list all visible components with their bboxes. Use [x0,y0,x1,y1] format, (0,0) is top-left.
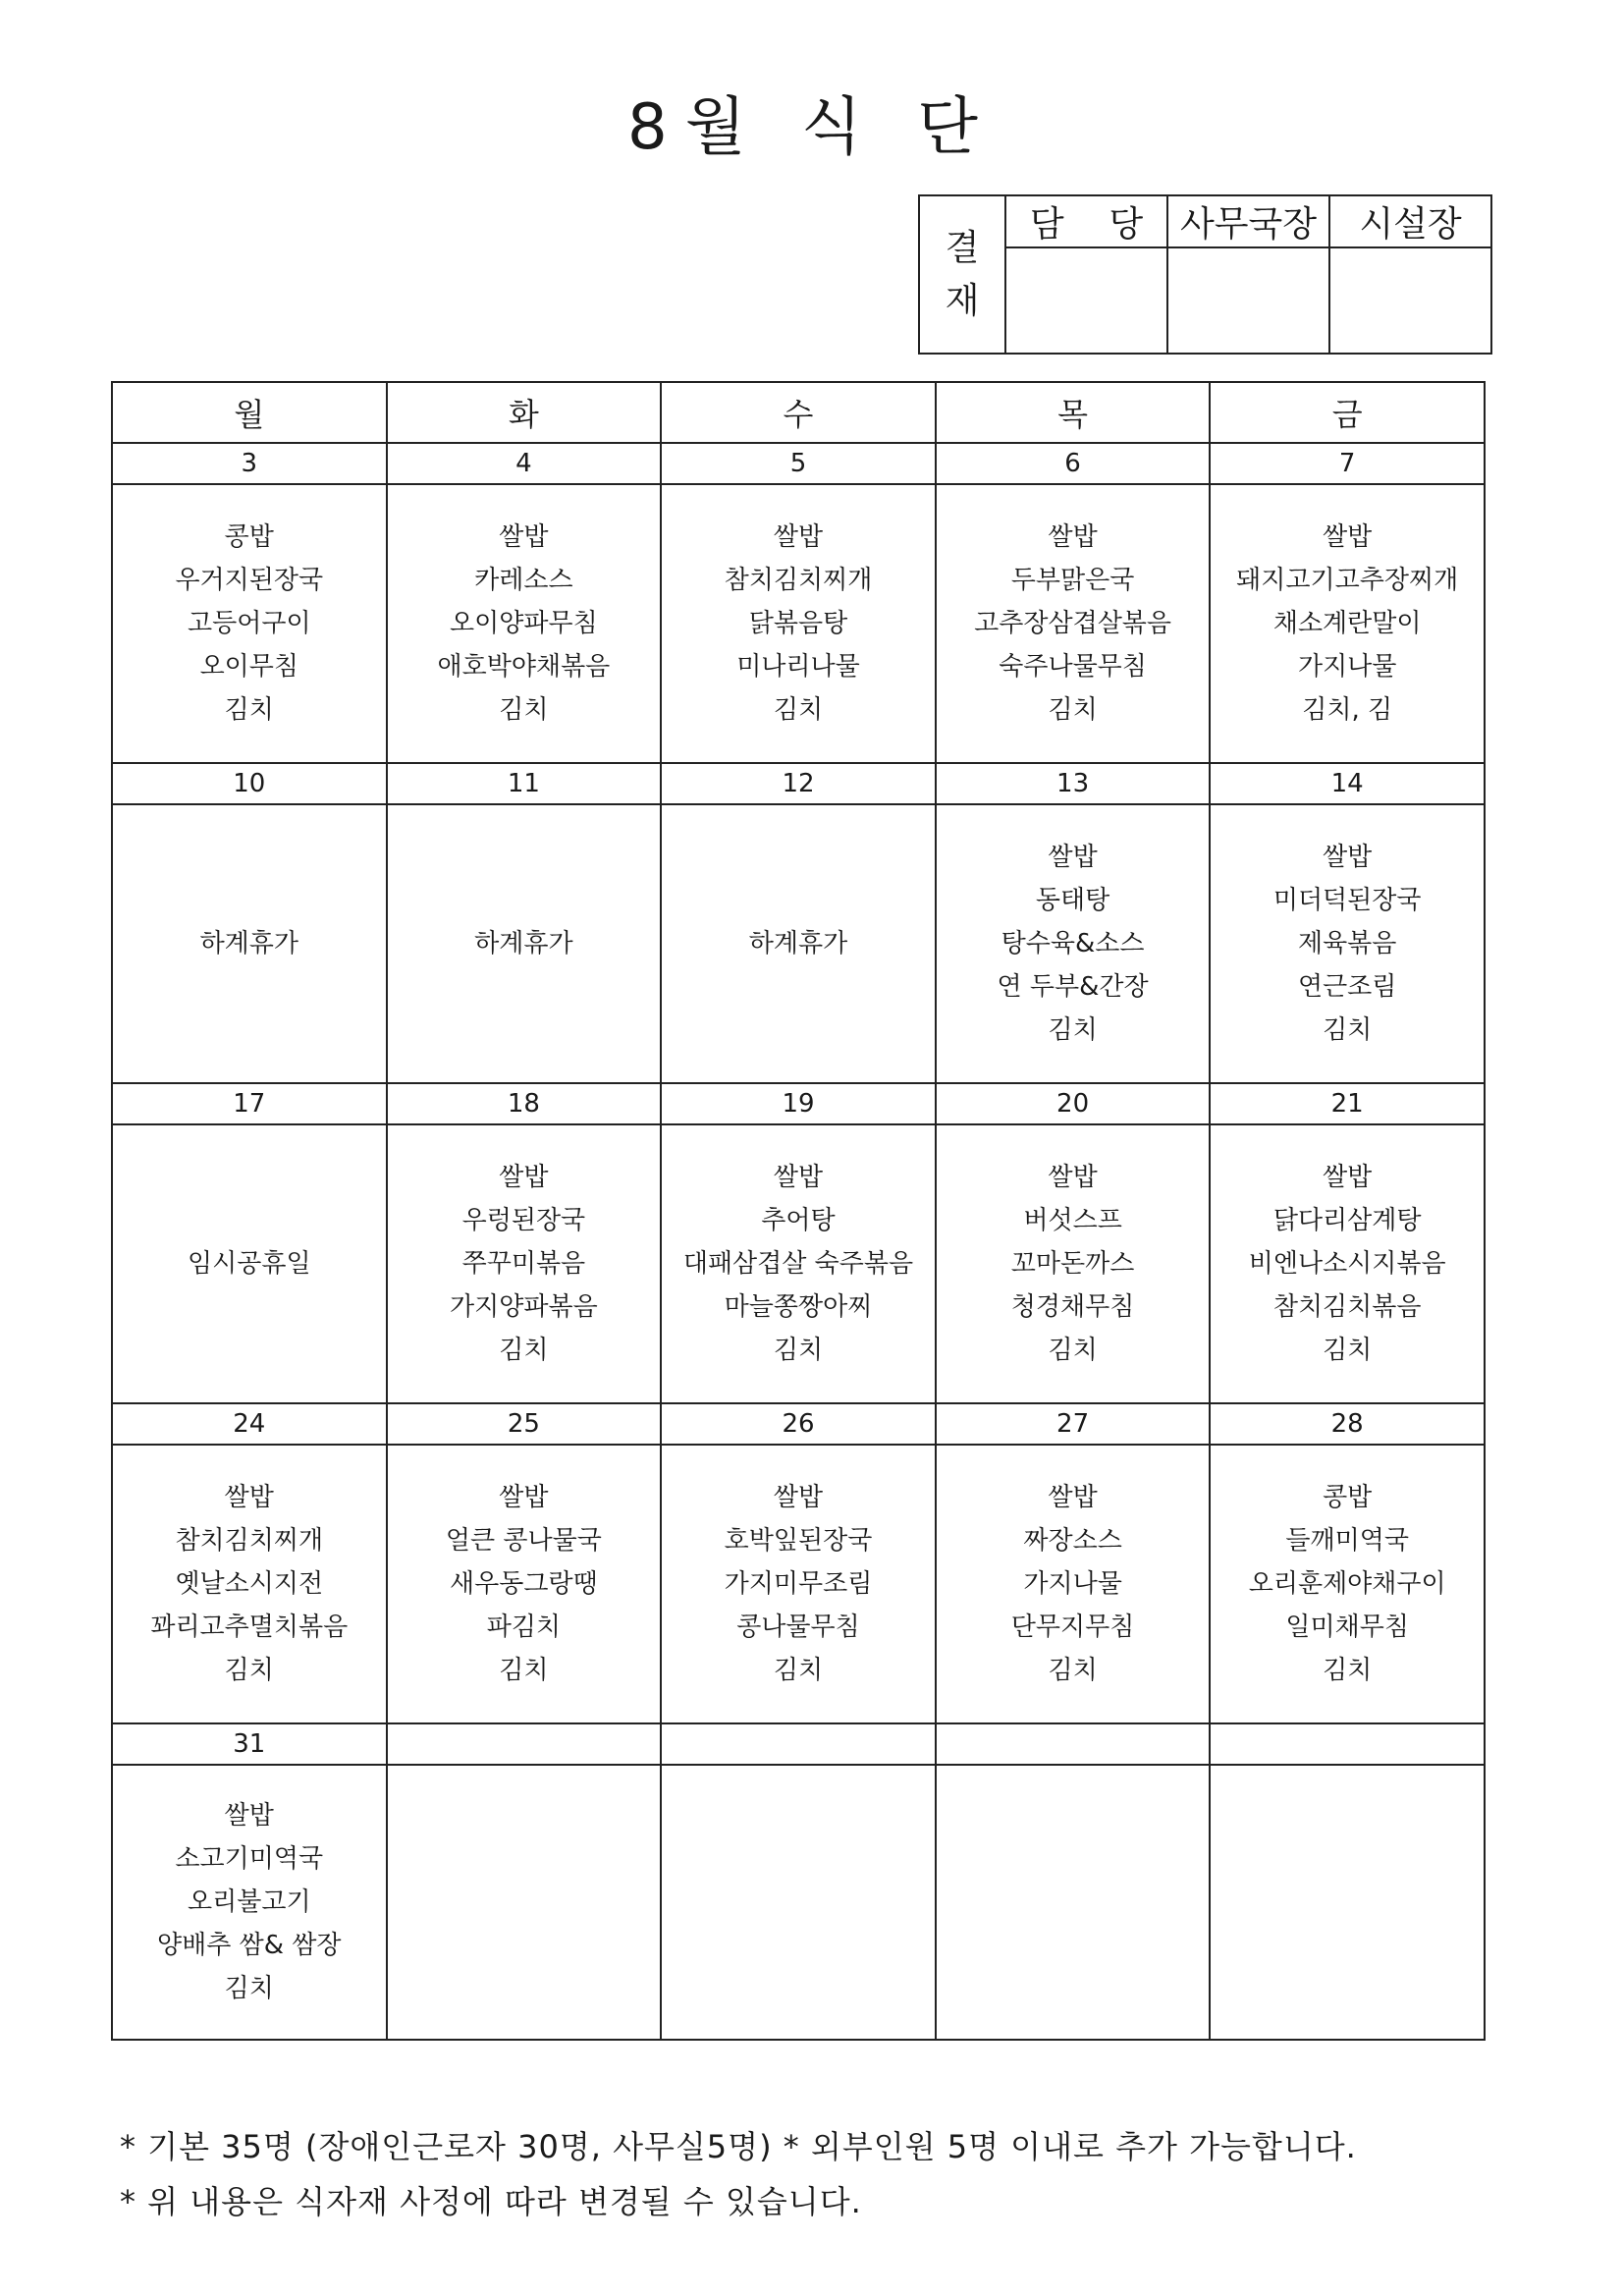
menu-item: 쌀밥 [499,1483,549,1512]
menu-item: 짜장소스 [1023,1526,1122,1556]
date-cell: 28 [1210,1403,1485,1445]
menu-item: 오리불고기 [188,1887,311,1917]
menu-item: 청경채무침 [1010,1292,1135,1322]
menu-item: 옛날소시지전 [175,1569,324,1599]
date-cell [1210,1723,1485,1765]
menu-item: 추어탕 [761,1206,836,1235]
menu-item: 김치 [1048,1656,1098,1685]
menu-item: 애호박야채볶음 [437,652,611,682]
menu-item: 오이양파무침 [450,609,598,638]
menu-item: 동태탕 [1035,886,1110,915]
menu-item: 쌀밥 [1048,843,1098,872]
menu-item: 김치 [773,1656,824,1685]
date-cell: 4 [387,443,662,484]
date-cell: 11 [387,763,662,804]
date-cell [661,1723,936,1765]
meal-row [112,484,1485,763]
meal-cell [1210,1445,1485,1723]
menu-item: 탕수육&소스 [1001,929,1145,958]
menu-item: 쌀밥 [1323,522,1373,552]
meal-cell [387,1765,662,2040]
note-capacity: * 기본 35명 (장애인근로자 30명, 사무실5명) * 외부인원 5명 이내로 추가 가능합니다. [120,2128,1357,2165]
menu-item: 김치 [1048,1336,1098,1365]
notes [120,2119,1357,2229]
date-cell: 6 [936,443,1211,484]
date-cell: 5 [661,443,936,484]
approval-role-manager: 담 당 [1005,195,1167,247]
menu-item: 참치김치찌개 [724,566,873,595]
date-row [112,763,1485,804]
menu-table [111,381,1486,2041]
date-cell: 18 [387,1083,662,1124]
date-cell: 26 [661,1403,936,1445]
date-cell: 12 [661,763,936,804]
menu-item: 고추장삼겹살볶음 [974,609,1172,638]
date-cell: 20 [936,1083,1211,1124]
menu-item: 쌀밥 [499,1163,549,1192]
menu-item: 버섯스프 [1023,1206,1122,1235]
approval-label-text: 결 재 [945,227,980,321]
menu-item: 양배추 쌈& 쌈장 [157,1931,342,1960]
date-row [112,1403,1485,1445]
approval-sign-manager [1005,247,1167,354]
date-row [112,443,1485,484]
menu-item: 김치 [1323,1015,1373,1045]
menu-item: 하계휴가 [474,929,573,958]
menu-item: 얼큰 콩나물국 [445,1526,602,1556]
menu-item: 쌀밥 [773,1163,824,1192]
menu-item: 김치 [1048,1015,1098,1045]
menu-item: 참치김치볶음 [1272,1292,1422,1322]
meal-cell [661,484,936,763]
date-cell: 21 [1210,1083,1485,1124]
menu-item: 미더덕된장국 [1272,886,1422,915]
menu-item: 돼지고기고추장찌개 [1236,566,1459,595]
menu-item: 김치 [773,695,824,725]
menu-item: 꼬마돈까스 [1010,1249,1135,1279]
menu-item: 콩나물무침 [736,1613,860,1642]
date-cell: 3 [112,443,387,484]
menu-item: 일미채무침 [1285,1613,1409,1642]
meal-cell [661,1765,936,2040]
meal-cell [661,1445,936,1723]
menu-item: 쌀밥 [1048,522,1098,552]
menu-item: 카레소스 [474,566,573,595]
menu-item: 가지나물 [1297,652,1397,682]
menu-item: 하계휴가 [748,929,848,958]
weekday-header-row [112,382,1485,443]
meal-cell [112,484,387,763]
meal-cell [936,1124,1211,1403]
menu-item: 김치 [499,695,549,725]
meal-row [112,804,1485,1083]
meal-cell [387,804,662,1083]
meal-cell [387,1124,662,1403]
meal-cell [936,1765,1211,2040]
date-cell: 13 [936,763,1211,804]
meal-row [112,1124,1485,1403]
date-cell: 25 [387,1403,662,1445]
menu-item: 쌀밥 [773,522,824,552]
menu-item: 단무지무침 [1010,1613,1135,1642]
menu-item: 쌀밥 [224,1483,274,1512]
menu-item: 쌀밥 [499,522,549,552]
menu-item: 대패삼겹살 숙주볶음 [682,1249,914,1279]
menu-item: 김치 [773,1336,824,1365]
menu-item: 숙주나물무침 [999,652,1147,682]
menu-item: 쌀밥 [1323,843,1373,872]
menu-item: 김치 [1323,1656,1373,1685]
meal-row [112,1765,1485,2040]
meal-row [112,1445,1485,1723]
approval-role-secretary: 사무국장 [1167,195,1329,247]
menu-item: 우렁된장국 [461,1206,586,1235]
menu-item: 고등어구이 [188,609,311,638]
page-title: 8월 식 단 [627,91,996,164]
meal-cell [387,484,662,763]
menu-item: 제육볶음 [1297,929,1397,958]
menu-item: 연근조림 [1297,972,1397,1002]
date-cell: 24 [112,1403,387,1445]
menu-item: 김치 [1323,1336,1373,1365]
meal-cell [1210,1124,1485,1403]
menu-item: 연 두부&간장 [997,972,1149,1002]
approval-role-director: 시설장 [1329,195,1491,247]
meal-cell [936,484,1211,763]
meal-cell [1210,804,1485,1083]
menu-item: 쌀밥 [1323,1163,1373,1192]
menu-item: 새우동그랑땡 [450,1569,598,1599]
menu-item: 들깨미역국 [1285,1526,1409,1556]
approval-sign-director [1329,247,1491,354]
meal-cell [1210,1765,1485,2040]
approval-box [918,194,1492,355]
approval-label [919,195,1005,354]
date-cell [936,1723,1211,1765]
menu-item: 채소계란말이 [1272,609,1422,638]
menu-item: 쌀밥 [1048,1163,1098,1192]
meal-cell [661,1124,936,1403]
menu-item: 참치김치찌개 [175,1526,324,1556]
weekday-thu: 목 [936,382,1211,443]
weekday-mon: 월 [112,382,387,443]
menu-item: 김치 [224,1656,274,1685]
menu-item: 꽈리고추멸치볶음 [150,1613,349,1642]
menu-item: 쌀밥 [773,1483,824,1512]
menu-item: 콩밥 [224,522,274,552]
meal-cell [1210,484,1485,763]
date-cell: 27 [936,1403,1211,1445]
date-cell: 17 [112,1083,387,1124]
meal-cell [936,804,1211,1083]
date-row [112,1723,1485,1765]
menu-item: 김치 [499,1336,549,1365]
date-cell: 31 [112,1723,387,1765]
menu-item: 하계휴가 [199,929,299,958]
menu-item: 오이무침 [199,652,299,682]
menu-item: 소고기미역국 [175,1844,324,1874]
weekday-fri: 금 [1210,382,1485,443]
menu-item: 김치 [1048,695,1098,725]
menu-item: 가지나물 [1023,1569,1122,1599]
menu-item: 쌀밥 [224,1801,274,1831]
menu-item: 닭볶음탕 [748,609,848,638]
menu-item: 김치 [224,695,274,725]
menu-item: 파김치 [486,1613,562,1642]
menu-item: 콩밥 [1323,1483,1373,1512]
meal-cell [661,804,936,1083]
meal-cell [112,1765,387,2040]
date-cell: 19 [661,1083,936,1124]
date-cell: 14 [1210,763,1485,804]
note-change: * 위 내용은 식자재 사정에 따라 변경될 수 있습니다. [120,2183,862,2220]
menu-item: 호박잎된장국 [724,1526,873,1556]
menu-item: 쌀밥 [1048,1483,1098,1512]
date-cell: 10 [112,763,387,804]
date-row [112,1083,1485,1124]
menu-item: 우거지된장국 [175,566,324,595]
menu-item: 가지미무조림 [724,1569,873,1599]
menu-item: 닭다리삼계탕 [1272,1206,1422,1235]
menu-item: 김치, 김 [1302,695,1393,725]
meal-cell [936,1445,1211,1723]
menu-item: 쭈꾸미볶음 [461,1249,586,1279]
menu-item: 김치 [224,1974,274,2003]
menu-item: 임시공휴일 [188,1249,311,1279]
meal-cell [112,1445,387,1723]
menu-item: 김치 [499,1656,549,1685]
menu-item: 두부맑은국 [1010,566,1135,595]
meal-cell [387,1445,662,1723]
meal-cell [112,804,387,1083]
menu-item: 오리훈제야채구이 [1248,1569,1446,1599]
date-cell [387,1723,662,1765]
weekday-wed: 수 [661,382,936,443]
weekday-tue: 화 [387,382,662,443]
menu-item: 미나리나물 [736,652,860,682]
menu-item: 마늘쫑짱아찌 [724,1292,873,1322]
date-cell: 7 [1210,443,1485,484]
menu-item: 비엔나소시지볶음 [1248,1249,1446,1279]
menu-item: 가지양파볶음 [450,1292,598,1322]
meal-cell [112,1124,387,1403]
approval-sign-secretary [1167,247,1329,354]
